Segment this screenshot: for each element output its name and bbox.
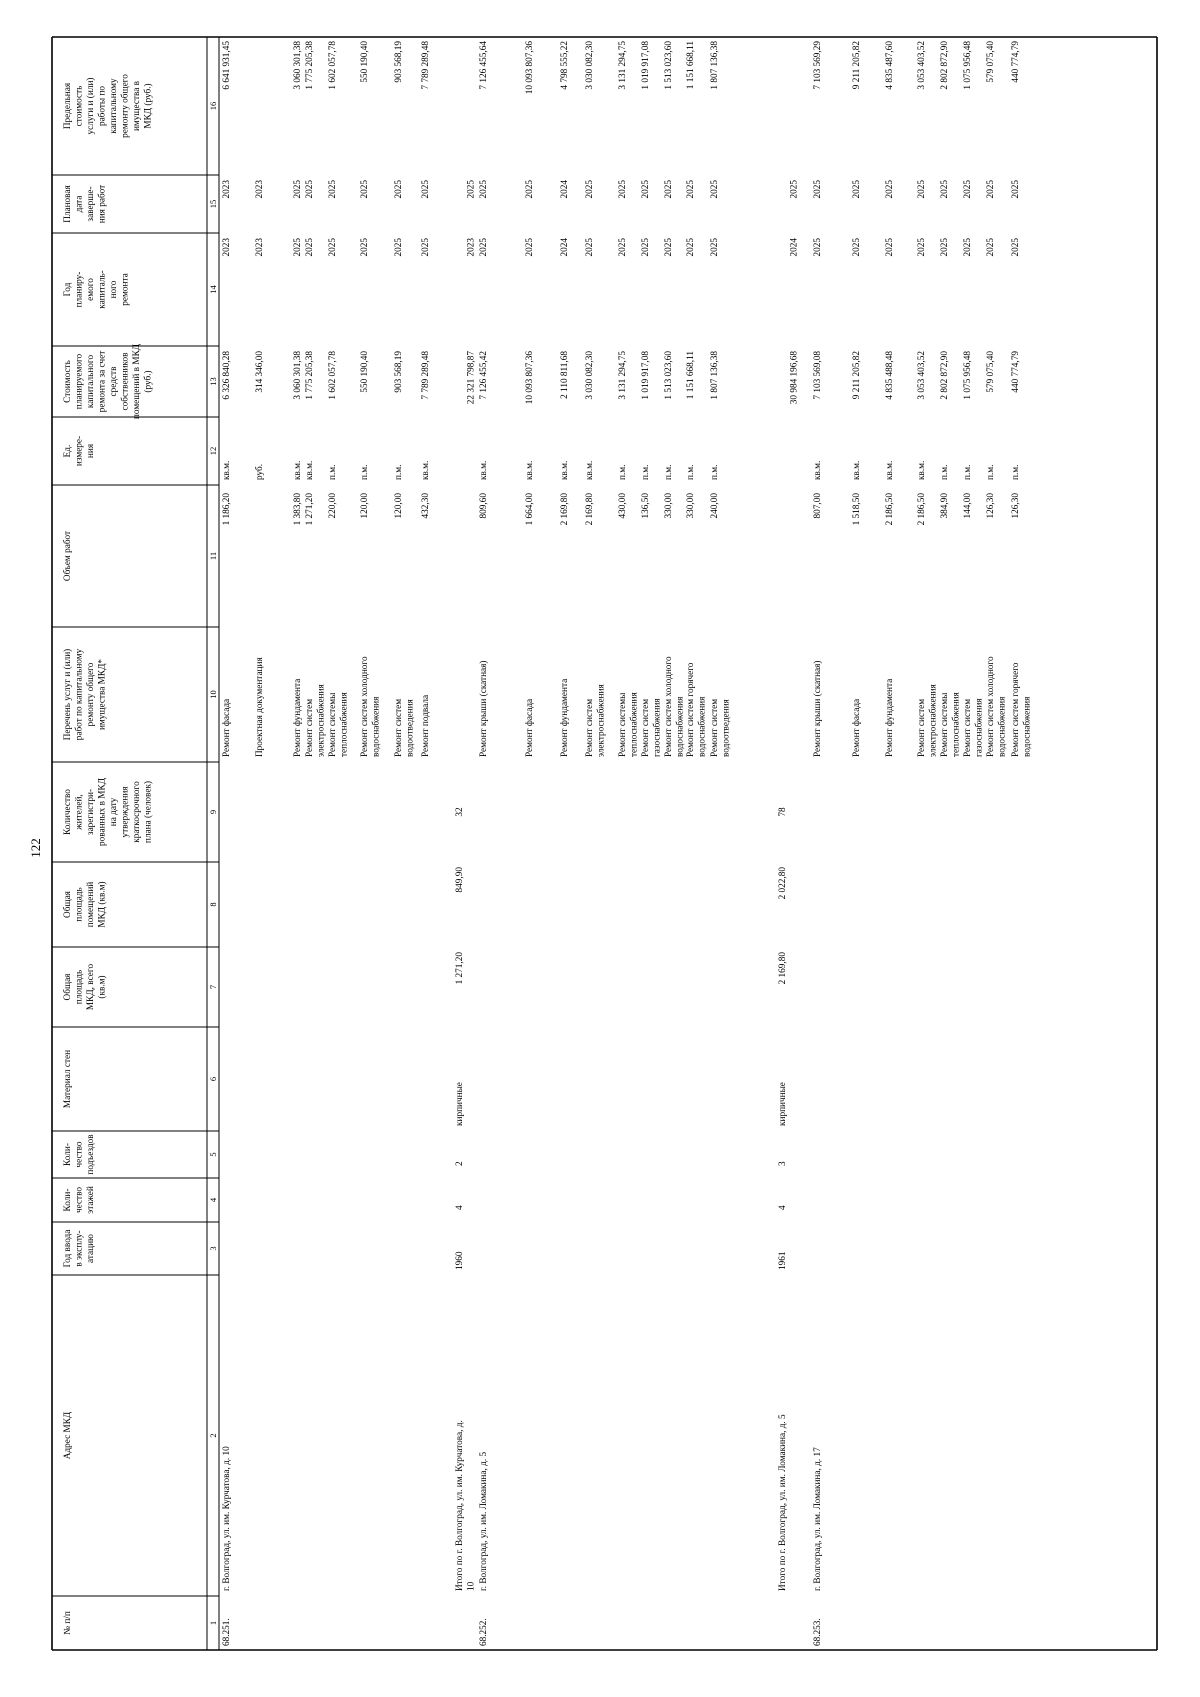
cell-work: водоснабжения xyxy=(697,696,708,757)
cell-cost: 7 103 569,08 xyxy=(813,351,823,400)
cell-work: Ремонт фасада xyxy=(222,698,232,757)
column-number: 4 xyxy=(208,1197,218,1203)
cell-volume: 2 186,50 xyxy=(917,493,927,526)
cell-work: теплоснабжения xyxy=(339,692,350,757)
cell-year: 2025 xyxy=(525,238,535,257)
cell-work: водоснабжения xyxy=(675,696,686,757)
cell-work: Ремонт систем xyxy=(710,698,720,757)
cell-max: 1 151 668,11 xyxy=(686,41,696,90)
cell-year: 2025 xyxy=(585,238,595,257)
column-header: рованных в МКД xyxy=(97,777,108,847)
cell-work: Ремонт системы xyxy=(618,692,628,757)
cell-end: 2025 xyxy=(940,180,950,199)
cell-max: 550 190,40 xyxy=(360,41,370,83)
cell-volume: 1 271,20 xyxy=(305,493,315,526)
cell-volume: 144,00 xyxy=(963,493,973,519)
cell-unit: кв.м. xyxy=(293,460,303,480)
cell-year: 2025 xyxy=(394,238,404,257)
cell-cost: 30 984 196,68 xyxy=(789,351,800,405)
column-number: 2 xyxy=(208,1433,218,1438)
column-header: Общая xyxy=(63,891,73,918)
cell-volume: 432,30 xyxy=(421,493,431,519)
column-header: чество xyxy=(74,1186,85,1214)
cell-work: Ремонт систем xyxy=(963,698,973,757)
cell-work: теплоснабжения xyxy=(629,692,640,757)
column-header: средств xyxy=(109,366,119,397)
cell-volume: 1 664,00 xyxy=(525,493,535,526)
cell-max: 10 093 807,36 xyxy=(525,41,535,95)
cell-volume: 2 186,50 xyxy=(885,493,895,526)
column-header: № п/п xyxy=(63,1611,73,1635)
cell-work: Ремонт фасада xyxy=(852,698,862,757)
cell-material: кирпичные xyxy=(778,1082,788,1126)
cell-year: 2025 xyxy=(917,238,927,257)
cell-work: Ремонт фундамента xyxy=(885,678,895,757)
cell-id: 68.251. xyxy=(222,1618,232,1646)
column-header: работы по xyxy=(97,85,108,127)
cell-volume: 120,00 xyxy=(394,493,404,519)
cell-cost: 22 321 798,87 xyxy=(466,351,477,405)
cell-max: 1 775 205,38 xyxy=(305,41,315,90)
cell-unit: кв.м. xyxy=(852,460,862,480)
cell-cost: 440 774,79 xyxy=(1011,351,1021,393)
column-number: 5 xyxy=(208,1152,218,1157)
cell-cost: 1 513 023,60 xyxy=(664,351,674,400)
cell-id: 68.253. xyxy=(813,1618,823,1646)
cell-unit: кв.м. xyxy=(917,460,927,480)
column-header: (кв.м) xyxy=(97,975,108,999)
cell-year: 2024 xyxy=(560,238,570,257)
cell-work: Ремонт систем холодного xyxy=(664,656,674,757)
cell-end: 2025 xyxy=(328,180,338,199)
cell-work: водоотведения xyxy=(721,699,732,757)
cell-end: 2025 xyxy=(293,180,303,199)
column-header: атацию xyxy=(86,1234,96,1263)
cell-year: 2025 xyxy=(293,238,303,257)
column-header: МКД, всего xyxy=(86,963,96,1011)
cell-unit: кв.м. xyxy=(305,460,315,480)
column-header: краткосрочного xyxy=(132,781,142,843)
cell-unit: кв.м. xyxy=(885,460,895,480)
cell-cost: 3 030 082,30 xyxy=(585,351,595,400)
column-header: ремонту общего xyxy=(86,662,96,727)
column-header: собственников xyxy=(120,352,131,411)
cell-max: 1 513 023,60 xyxy=(664,41,674,90)
cell-unit: п.м. xyxy=(641,464,651,480)
cell-built: 1961 xyxy=(778,1251,788,1270)
cell-work: Ремонт систем xyxy=(305,698,315,757)
cell-year: 2025 xyxy=(852,238,862,257)
cell-area_rooms: 849,90 xyxy=(455,867,465,893)
cell-work: Ремонт крыши (скатная) xyxy=(479,660,489,757)
cell-address: г. Волгоград, ул. им. Ломакина, д. 17 xyxy=(813,1447,823,1591)
cell-year: 2025 xyxy=(963,238,973,257)
cell-volume: 120,00 xyxy=(360,493,370,519)
cell-work: Ремонт фундамента xyxy=(293,678,303,757)
cell-end: 2025 xyxy=(664,180,674,199)
cell-built: 1960 xyxy=(455,1251,465,1270)
cell-year: 2025 xyxy=(940,238,950,257)
column-number: 12 xyxy=(208,446,218,456)
cell-cost: 3 053 403,52 xyxy=(917,351,927,400)
cell-unit: кв.м. xyxy=(813,460,823,480)
cell-unit: п.м. xyxy=(686,464,696,480)
cell-end: 2025 xyxy=(917,180,927,199)
column-number: 7 xyxy=(208,984,218,990)
cell-year: 2025 xyxy=(986,238,996,257)
cell-volume: 2 169,80 xyxy=(560,493,570,526)
cell-unit: руб. xyxy=(255,463,265,480)
cell-max: 1 602 057,78 xyxy=(328,41,338,90)
cell-year: 2025 xyxy=(305,238,315,257)
cell-unit: п.м. xyxy=(710,464,720,480)
cell-end: 2025 xyxy=(710,180,720,199)
cell-year: 2025 xyxy=(479,238,489,257)
cell-end: 2025 xyxy=(813,180,823,199)
cell-area_rooms: 2 022,80 xyxy=(778,867,788,900)
cell-work: Ремонт систем горячего xyxy=(686,662,696,757)
cell-work: водоснабжения xyxy=(1022,696,1033,757)
column-header: этажей xyxy=(86,1186,96,1214)
column-number: 11 xyxy=(208,551,218,561)
cell-address: Итого по г. Волгоград, ул. им. Ломакина, д. 5 xyxy=(778,1414,788,1591)
cell-end: 2025 xyxy=(305,180,315,199)
cell-max: 7 103 569,29 xyxy=(813,41,823,90)
column-header: утверждения xyxy=(120,786,131,838)
cell-unit: п.м. xyxy=(940,464,950,480)
cell-work: Ремонт систем xyxy=(641,698,651,757)
cell-max: 3 060 301,38 xyxy=(293,41,303,90)
cell-work: водоснабжения xyxy=(997,696,1008,757)
cell-end: 2025 xyxy=(394,180,404,199)
cell-max: 3 053 403,52 xyxy=(917,41,927,90)
cell-unit: п.м. xyxy=(963,464,973,480)
cell-address: 10 xyxy=(466,1581,477,1591)
column-number: 16 xyxy=(208,101,218,111)
cell-cost: 579 075,40 xyxy=(986,351,996,393)
column-header: Адрес МКД xyxy=(63,1411,73,1460)
cell-unit: п.м. xyxy=(1011,464,1021,480)
cell-work: водоснабжения xyxy=(371,696,382,757)
cell-end: 2025 xyxy=(641,180,651,199)
column-header: ния xyxy=(86,443,96,459)
cell-volume: 136,50 xyxy=(641,493,651,519)
cell-max: 4 835 487,60 xyxy=(885,41,895,90)
cell-work: теплоснабжения xyxy=(951,692,962,757)
cell-work: Ремонт систем холодного xyxy=(986,656,996,757)
cell-max: 1 075 956,48 xyxy=(963,41,973,90)
cell-year: 2025 xyxy=(885,238,895,257)
column-header: Количество xyxy=(63,789,73,835)
column-header: Объем работ xyxy=(63,530,73,582)
column-header: ного xyxy=(109,280,119,299)
cell-volume: 384,90 xyxy=(940,493,950,519)
cell-end: 2024 xyxy=(560,180,570,199)
cell-work: Ремонт систем xyxy=(394,698,404,757)
cell-end: 2025 xyxy=(479,180,489,199)
column-header: Год xyxy=(63,282,73,297)
cell-max: 579 075,40 xyxy=(986,41,996,83)
column-header: капитального xyxy=(86,354,96,409)
column-header: Стоимость xyxy=(63,360,73,403)
cell-work: Ремонт фундамента xyxy=(560,678,570,757)
cell-volume: 1 383,80 xyxy=(293,493,303,526)
cell-volume: 330,00 xyxy=(686,493,696,519)
column-header: планиру- xyxy=(74,271,85,308)
cell-max: 440 774,79 xyxy=(1011,41,1021,83)
cell-cost: 903 568,19 xyxy=(394,351,404,393)
cell-max: 3 030 082,30 xyxy=(585,41,595,90)
column-header: МКД (кв.м) xyxy=(97,881,108,928)
column-header: услуги и (или) xyxy=(86,77,96,135)
column-number: 1 xyxy=(208,1620,218,1626)
cell-id: 68.252. xyxy=(479,1618,489,1646)
cell-volume: 430,00 xyxy=(618,493,628,519)
cell-end: 2025 xyxy=(789,180,800,199)
column-header: жителей, xyxy=(74,794,85,830)
cell-work: Проектная документация xyxy=(255,657,265,757)
table-grid xyxy=(52,37,1157,1650)
cell-work: Ремонт системы xyxy=(328,692,338,757)
cell-year: 2023 xyxy=(255,238,265,257)
column-header: Коли- xyxy=(63,1143,73,1166)
column-header: ремонта за счет xyxy=(97,350,108,413)
cell-end: 2025 xyxy=(585,180,595,199)
column-number: 14 xyxy=(208,285,218,294)
column-header: Коли- xyxy=(63,1188,73,1212)
cell-max: 7 126 455,64 xyxy=(479,41,489,90)
column-header: в эксплу- xyxy=(74,1230,85,1267)
column-number: 10 xyxy=(208,690,218,699)
cell-year: 2025 xyxy=(618,238,628,257)
cell-area_total: 1 271,20 xyxy=(455,952,465,985)
cell-end: 2025 xyxy=(466,180,477,199)
cell-cost: 2 110 811,68 xyxy=(560,351,570,399)
cell-unit: п.м. xyxy=(986,464,996,480)
cell-end: 2023 xyxy=(222,180,232,199)
cell-work: электроснабжения xyxy=(928,684,939,757)
cell-material: кирпичные xyxy=(455,1082,465,1126)
cell-year: 2024 xyxy=(789,238,800,257)
cell-cost: 1 075 956,48 xyxy=(963,351,973,400)
cell-year: 2025 xyxy=(813,238,823,257)
column-header: площадь xyxy=(74,887,85,922)
column-header: помещений xyxy=(86,881,96,928)
cell-unit: кв.м. xyxy=(585,460,595,480)
column-header: заверше- xyxy=(86,186,96,222)
cell-work: Ремонт системы xyxy=(940,692,950,757)
cell-cost: 9 211 205,82 xyxy=(852,351,862,400)
cell-area_total: 2 169,80 xyxy=(778,952,788,985)
column-header: зарегистри- xyxy=(86,788,96,836)
cell-unit: п.м. xyxy=(394,464,404,480)
cell-work: Ремонт крыши (скатная) xyxy=(813,660,823,757)
cell-entrances: 2 xyxy=(455,1161,465,1166)
cell-end: 2025 xyxy=(525,180,535,199)
cell-address: г. Волгоград, ул. им. Курчатова, д. 10 xyxy=(222,1446,232,1591)
column-header: Материал стен xyxy=(63,1049,73,1109)
cell-end: 2023 xyxy=(255,180,265,199)
cell-cost: 1 019 917,08 xyxy=(641,351,651,400)
column-header: капитальному xyxy=(109,78,119,134)
page-number: 122 xyxy=(28,838,43,858)
column-number: 9 xyxy=(208,809,218,815)
cell-year: 2025 xyxy=(710,238,720,257)
cell-max: 1 019 917,08 xyxy=(641,41,651,90)
column-header: ремонта xyxy=(120,273,131,306)
cell-work: Ремонт подвала xyxy=(421,694,431,757)
column-header: измере- xyxy=(74,435,85,467)
cell-cost: 4 835 488,48 xyxy=(885,351,895,400)
cell-year: 2025 xyxy=(1011,238,1021,257)
cell-volume: 807,00 xyxy=(813,493,823,519)
cell-cost: 314 346,00 xyxy=(255,351,265,393)
cell-volume: 1 186,20 xyxy=(222,493,232,526)
cell-cost: 1 775 205,38 xyxy=(305,351,315,400)
cell-floors: 4 xyxy=(455,1205,465,1210)
column-header: Плановая xyxy=(63,185,73,223)
column-header: имущества МКД* xyxy=(97,658,108,731)
cell-end: 2025 xyxy=(963,180,973,199)
cell-volume: 220,00 xyxy=(328,493,338,519)
cell-end: 2025 xyxy=(1011,180,1021,199)
cell-unit: кв.м. xyxy=(479,460,489,480)
cell-end: 2025 xyxy=(852,180,862,199)
cell-max: 6 641 931,45 xyxy=(222,41,232,90)
cell-year: 2025 xyxy=(421,238,431,257)
cell-residents: 78 xyxy=(778,807,788,817)
cell-work: Ремонт систем xyxy=(917,698,927,757)
cell-address: г. Волгоград, ул. им. Ломакина, д. 5 xyxy=(479,1451,489,1591)
column-header: помещений в МКД xyxy=(132,343,142,420)
column-number: 6 xyxy=(208,1076,218,1082)
cell-volume: 126,30 xyxy=(986,493,996,519)
table-text xyxy=(28,41,1033,1646)
cell-end: 2025 xyxy=(986,180,996,199)
cell-year: 2023 xyxy=(222,238,232,257)
cell-work: электроснабжения xyxy=(596,684,607,757)
cell-unit: п.м. xyxy=(328,464,338,480)
cell-work: Ремонт систем горячего xyxy=(1011,662,1021,757)
cell-max: 2 802 872,90 xyxy=(940,41,950,90)
column-header: Общая xyxy=(63,973,73,1001)
cell-cost: 1 807 136,38 xyxy=(710,351,720,400)
column-header: капиталь- xyxy=(97,270,108,309)
cell-year: 2025 xyxy=(328,238,338,257)
cell-address: Итого по г. Волгоград, ул. им. Курчатова, д. xyxy=(455,1420,465,1591)
column-header: дата xyxy=(74,195,85,213)
column-header: ремонту общего xyxy=(120,74,131,138)
cell-unit: п.м. xyxy=(664,464,674,480)
cell-year: 2025 xyxy=(360,238,370,257)
column-header: Год ввода xyxy=(63,1229,73,1268)
cell-cost: 1 151 668,11 xyxy=(686,351,696,400)
cell-floors: 4 xyxy=(778,1205,788,1210)
cell-end: 2025 xyxy=(618,180,628,199)
cell-cost: 7 789 289,48 xyxy=(421,351,431,400)
cell-max: 903 568,19 xyxy=(394,41,404,83)
cell-work: Ремонт систем xyxy=(585,698,595,757)
cell-work: газоснабжения xyxy=(652,698,663,757)
column-number: 8 xyxy=(208,902,218,907)
column-header: Ед. xyxy=(63,444,73,458)
cell-unit: кв.м. xyxy=(560,460,570,480)
cell-max: 1 807 136,38 xyxy=(710,41,720,90)
column-number: 3 xyxy=(208,1246,218,1251)
column-header: чество xyxy=(74,1141,85,1168)
cell-cost: 6 326 840,28 xyxy=(222,351,232,400)
cell-cost: 7 126 455,42 xyxy=(479,351,489,400)
column-header: на дату xyxy=(109,797,119,827)
cell-unit: п.м. xyxy=(618,464,628,480)
cell-residents: 32 xyxy=(455,807,465,817)
cell-year: 2025 xyxy=(641,238,651,257)
column-header: имущества в xyxy=(132,80,142,132)
cell-work: Ремонт фасада xyxy=(525,698,535,757)
column-header: (руб.) xyxy=(143,370,154,393)
cell-work: электроснабжения xyxy=(316,684,327,757)
column-header: подъездов xyxy=(86,1134,96,1175)
cell-year: 2025 xyxy=(686,238,696,257)
cell-cost: 3 060 301,38 xyxy=(293,351,303,400)
cell-max: 7 789 289,48 xyxy=(421,41,431,90)
cell-volume: 2 169,80 xyxy=(585,493,595,526)
column-number: 15 xyxy=(208,199,218,209)
cell-cost: 3 131 294,75 xyxy=(618,351,628,400)
cell-max: 3 131 294,75 xyxy=(618,41,628,90)
cell-unit: кв.м. xyxy=(421,460,431,480)
column-header: стоимость xyxy=(74,85,85,127)
cell-cost: 10 093 807,36 xyxy=(525,351,535,405)
cell-end: 2025 xyxy=(885,180,895,199)
cell-unit: кв.м. xyxy=(222,460,232,480)
cell-volume: 240,00 xyxy=(710,493,720,519)
cell-unit: п.м. xyxy=(360,464,370,480)
column-header: плана (человек) xyxy=(143,780,154,844)
cell-cost: 550 190,40 xyxy=(360,351,370,393)
cell-volume: 1 518,50 xyxy=(852,493,862,526)
cell-year: 2025 xyxy=(664,238,674,257)
column-header: Предельная xyxy=(63,82,73,130)
cell-volume: 330,00 xyxy=(664,493,674,519)
cell-work: газоснабжения xyxy=(974,698,985,757)
cell-work: водоотведения xyxy=(405,699,416,757)
cell-cost: 2 802 872,90 xyxy=(940,351,950,400)
cell-end: 2025 xyxy=(421,180,431,199)
cell-end: 2025 xyxy=(360,180,370,199)
column-header: емого xyxy=(86,278,96,301)
column-header: площадь xyxy=(74,969,85,1005)
column-header: Перечень услуг и (или) xyxy=(63,648,73,741)
column-header: ния работ xyxy=(97,184,108,224)
column-number: 13 xyxy=(208,377,218,386)
cell-work: Ремонт систем холодного xyxy=(360,656,370,757)
cell-entrances: 3 xyxy=(778,1161,788,1166)
cell-unit: кв.м. xyxy=(525,460,535,480)
column-header: МКД (руб.) xyxy=(143,83,154,129)
cell-year: 2023 xyxy=(466,238,477,257)
cell-volume: 809,60 xyxy=(479,493,489,519)
column-header: работ по капитальному xyxy=(74,648,85,741)
column-header: планируемого xyxy=(74,353,85,410)
cell-max: 4 798 555,22 xyxy=(560,41,570,90)
cell-cost: 1 602 057,78 xyxy=(328,351,338,400)
cell-max: 9 211 205,82 xyxy=(852,41,862,90)
cell-volume: 126,30 xyxy=(1011,493,1021,519)
cell-end: 2025 xyxy=(686,180,696,199)
